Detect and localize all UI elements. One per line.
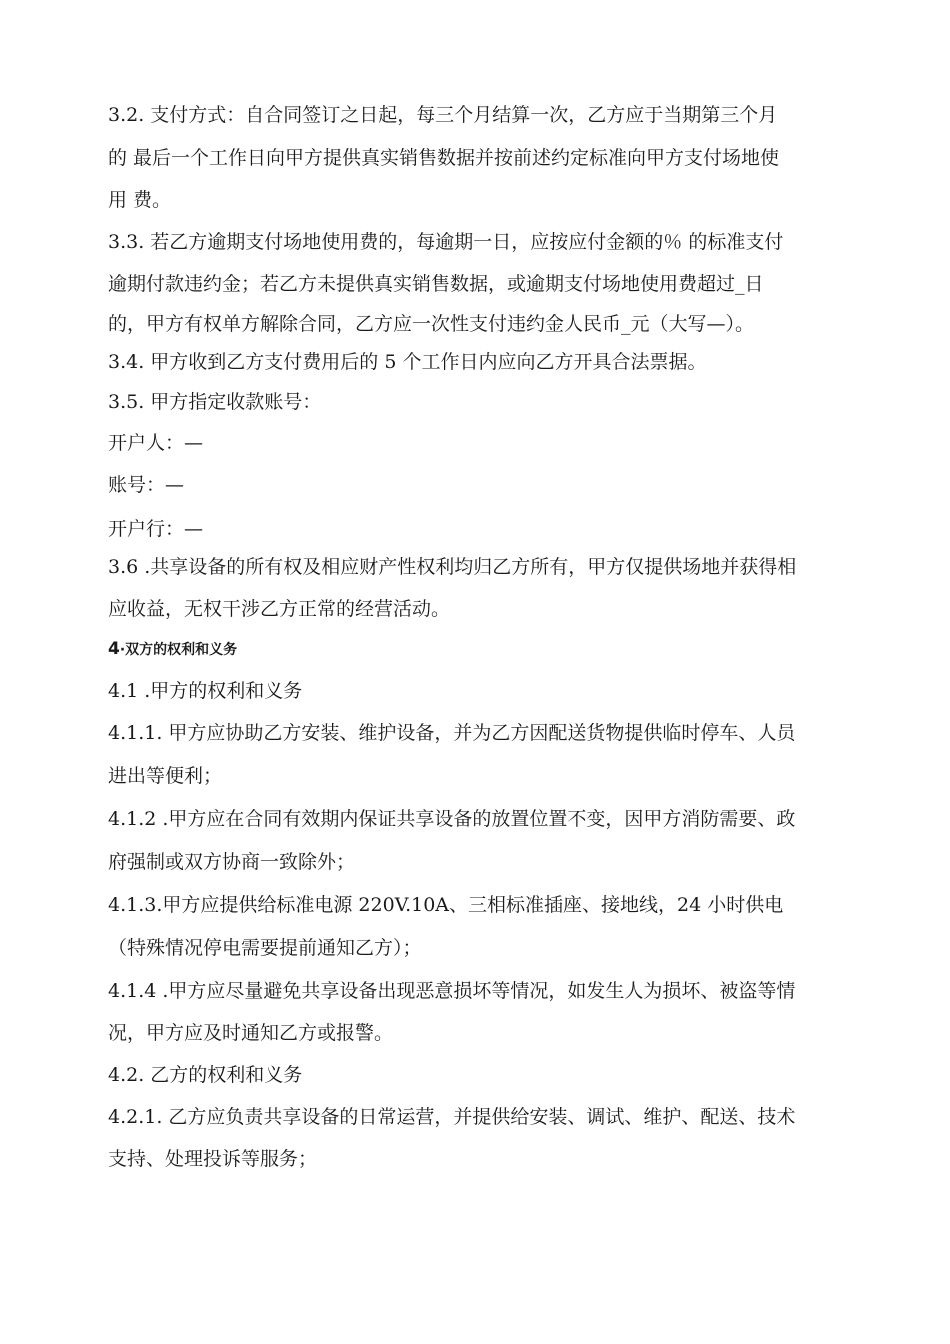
section-4-title: ·双方的权利和义务 [119,642,238,658]
clause-4-2: 4.2. 乙方的权利和义务 [108,1064,303,1086]
clause-4-1-3-line-1: 4.1.3.甲方应提供给标准电源 220V.10A、三相标准插座、接地线，24 小时供电 [108,894,784,916]
clause-4-1-2-line-2: 府强制或双方协商一致除外； [108,851,356,873]
clause-3-2-line-3: 用 费。 [108,189,172,211]
clause-3-3-line-1: 3.3. 若乙方逾期支付场地使用费的，每逾期一日，应按应付金额的％ 的标准支付 [108,231,784,253]
clause-4-1-1-line-1: 4.1.1. 甲方应协助乙方安装、维护设备，并为乙方因配送货物提供临时停车、人员 [108,722,796,744]
account-bank: 开户行：— [108,518,204,540]
account-holder: 开户人：— [108,432,204,454]
clause-3-4: 3.4. 甲方收到乙方支付费用后的 5 个工作日内应向乙方开具合法票据。 [108,351,707,373]
clause-3-3-line-2: 逾期付款违约金；若乙方未提供真实销售数据，或逾期支付场地使用费超过_日 [108,273,764,295]
clause-4-1-4-line-1: 4.1.4 .甲方应尽量避免共享设备出现恶意损坏等情况，如发生人为损坏、被盗等情 [108,980,796,1002]
clause-4-2-1-line-2: 支持、处理投诉等服务； [108,1148,318,1170]
section-4-number: 4 [108,639,120,659]
account-number: 账号：— [108,474,185,496]
clause-4-1: 4.1 .甲方的权利和义务 [108,680,303,702]
clause-4-1-1-line-2: 进出等便利； [108,765,223,787]
clause-3-2-line-2: 的 最后一个工作日向甲方提供真实销售数据并按前述约定标准向甲方支付场地使 [108,147,780,169]
clause-4-2-1-line-1: 4.2.1. 乙方应负责共享设备的日常运营，并提供给安装、调试、维护、配送、技术 [108,1106,796,1128]
clause-3-6-line-2: 应收益，无权干涉乙方正常的经营活动。 [108,598,451,620]
clause-3-5: 3.5. 甲方指定收款账号： [108,391,322,413]
clause-4-1-4-line-2: 况，甲方应及时通知乙方或报警。 [108,1022,394,1044]
clause-3-3-line-3: 的，甲方有权单方解除合同，乙方应一次性支付违约金人民币_元（大写—）。 [108,313,755,335]
clause-3-2-line-1: 3.2. 支付方式：自合同签订之日起，每三个月结算一次，乙方应于当期第三个月 [108,104,778,126]
section-4-heading [108,637,237,662]
clause-4-1-2-line-1: 4.1.2 .甲方应在合同有效期内保证共享设备的放置位置不变，因甲方消防需要、政 [108,808,796,830]
clause-3-6-line-1: 3.6 .共享设备的所有权及相应财产性权利均归乙方所有，甲方仅提供场地并获得相 [108,556,797,578]
clause-4-1-3-line-2: （特殊情况停电需要提前通知乙方）； [108,937,422,959]
